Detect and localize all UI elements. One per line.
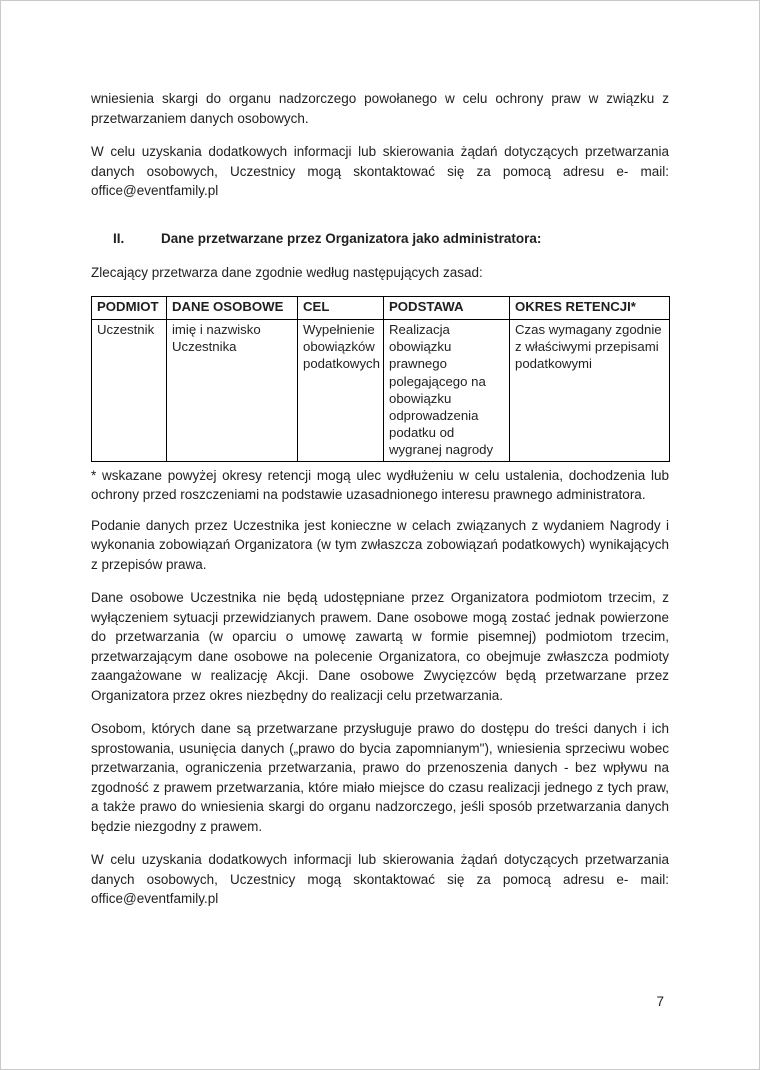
- table-row: [92, 320, 670, 462]
- page-content: [91, 89, 669, 923]
- paragraph-complaint-continuation: wniesienia skargi do organu nadzorczego powołanego w celu ochrony praw w związku z przetwarzaniem danych osobowych.: [91, 91, 669, 126]
- cell-cel: Wypełnienie obowiązków podatkowych: [298, 320, 384, 462]
- section-title: Dane przetwarzane przez Organizatora jako administratora:: [161, 230, 542, 246]
- paragraph-retention-footnote: * wskazane powyżej okresy retencji mogą ulec wydłużeniu w celu ustalenia, dochodzenia lub ochrony przed roszczeniami na podstawie uzasadnionego interesu prawnego administratora.: [91, 467, 669, 503]
- paragraph-data-provision: Podanie danych przez Uczestnika jest konieczne w celach związanych z wydaniem Nagrody i wykonania zobowiązań Organizatora (w tym zwłaszcza zobowiązań podatkowych) wynikających z przepisów prawa.: [91, 517, 669, 572]
- column-header-cel: CEL: [298, 297, 384, 320]
- section-number: II.: [113, 230, 125, 246]
- paragraph-contact-info-1: W celu uzyskania dodatkowych informacji lub skierowania żądań dotyczących przetwarzania danych osobowych, Uczestnicy mogą skontaktować się za pomocą adresu e- mail: office@eventfamily.pl: [91, 144, 669, 198]
- page-number: 7: [656, 994, 664, 1009]
- cell-podmiot: Uczestnik: [92, 320, 167, 462]
- cell-okres-retencji: Czas wymagany zgodnie z właściwymi przepisami podatkowymi: [510, 320, 670, 462]
- cell-dane-osobowe: imię i nazwisko Uczestnika: [167, 320, 298, 462]
- paragraph-data-subject-rights: Osobom, których dane są przetwarzane przysługuje prawo do dostępu do treści danych i ich sprostowania, usunięcia danych („prawo do bycia zapomnianym"), wniesienia sprzeciwu wobec przetwarzania, ograniczenia przetwarzania, prawo do przenoszenia danych - bez wpływu na zgodność z prawem przetwarzania, które miało miejsce do czasu realizacji jednego z tych praw, a także prawo do wniesienia skargi do organu nadzorczego, jeśli sposób przetwarzania danych będzie niezgodny z prawem.: [91, 721, 669, 834]
- cell-podstawa: Realizacja obowiązku prawnego polegającego na obowiązku odprowadzenia podatku od wygranej nagrody: [384, 320, 510, 462]
- paragraph-contact-info-2: W celu uzyskania dodatkowych informacji lub skierowania żądań dotyczących przetwarzania danych osobowych, Uczestnicy mogą skontaktować się za pomocą adresu e- mail: office@eventfamily.pl: [91, 852, 669, 907]
- paragraph-data-sharing: Dane osobowe Uczestnika nie będą udostępniane przez Organizatora podmiotom trzecim, z wyłączeniem sytuacji przewidzianych prawem. Dane osobowe mogą zostać jednak powierzone do przetwarzania (w oparciu o umowę zawartą w formie pisemnej) podmiotom trzecim, przetwarzającym dane osobowe na polecenie Organizatora, co obejmuje zwłaszcza podmioty zaangażowane w realizację Akcji. Dane osobowe Zwycięzców będą przetwarzane przez Organizatora przez okres niezbędny do realizacji celu przetwarzania.: [91, 590, 669, 703]
- data-processing-table: [91, 296, 670, 462]
- section-heading: [91, 229, 669, 248]
- table-header-row: [92, 297, 670, 320]
- column-header-podmiot: PODMIOT: [92, 297, 167, 320]
- column-header-okres-retencji: OKRES RETENCJI*: [510, 297, 670, 320]
- column-header-podstawa: PODSTAWA: [384, 297, 510, 320]
- paragraph-table-intro: Zlecający przetwarza dane zgodnie według następujących zasad:: [91, 264, 483, 280]
- column-header-dane-osobowe: DANE OSOBOWE: [167, 297, 298, 320]
